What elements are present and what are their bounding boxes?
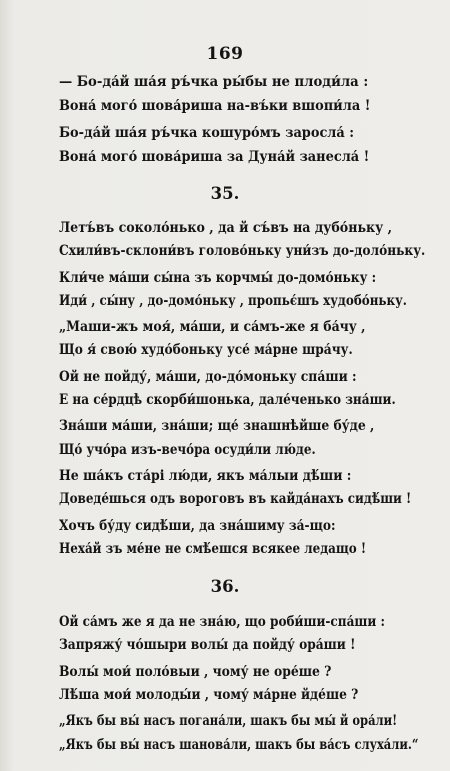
verse-line: Бо-да́й ша́я ръ́чка кошуро́мъ заросла́ : [59, 125, 355, 141]
verse-line: Що я́ свою́ худо́боньку усе́ ма́рне шра́чу. [59, 342, 353, 358]
verse-line: Не ша́къ ста́рі лю́ди, якъ ма́лыи дѣ́ши : [59, 468, 352, 484]
verse-line: Ой не пойду́, ма́ши, до-до́моньку спа́ши : [59, 369, 357, 385]
verse-line: Запряжу́ чо́шыри волы́ да пойду́ ора́ши ! [59, 637, 356, 653]
verse-line: „Якъ бы вы́ насъ погана́ли, шакъ бы мы́ й ора́ли! [59, 713, 398, 729]
verse-line: Вона́ мого́ шова́риша за Дуна́й занесла́ ! [59, 149, 370, 165]
verse-line: Летъ́въ соколо́нько , да й съ́въ на дубо́ньку , [59, 220, 393, 236]
song-number: 35. [210, 184, 240, 203]
verse-line: Вона́ мого́ шова́риша на-въ́ки вшопи́ла ! [59, 98, 371, 114]
verse-line: Кли́че ма́ши сы́на зъ корчмы́ до-домо́ньку : [59, 270, 377, 286]
song-number: 36. [210, 577, 240, 596]
verse-line: Хочъ бу́ду сидѣ́ши, да зна́шиму за́-що: [59, 518, 336, 534]
verse-line: Лѣ́ша мои́ молоды́и , чому́ ма́рне йде́ше ? [59, 687, 359, 703]
verse-line: „Якъ бы вы́ насъ шанова́ли, шакъ бы ва́съ слуха́ли.“ [59, 737, 419, 753]
verse-line: Що́ учо́ра изъ-вечо́ра осуди́ли лю́де. [59, 442, 316, 458]
verse-line: Ой са́мъ же я да не зна́ю, що роби́ши-спа́ши : [59, 614, 385, 630]
verse-line: „Маши-жъ моя́, ма́ши, и са́мъ-же я ба́чу , [59, 319, 366, 335]
verse-line: Доведе́шься одъ вороговъ въ кайда́нахъ сидѣ́ши ! [59, 491, 412, 507]
verse-line: — Бо-да́й ша́я ръ́чка ры́бы не плоди́ла : [59, 74, 369, 90]
verse-line: Зна́ши ма́ши, зна́ши; ще́ знашнѣйше бу́де , [59, 418, 375, 434]
verse-line: Схили́въ-склони́въ голово́ньку уни́зъ до-доло́ньку. [59, 243, 426, 259]
verse-line: Е на се́рдцѣ скорби́шонька, дале́ченько зна́ши. [59, 392, 396, 408]
page-number: 169 [206, 44, 244, 64]
verse-line: Иди́ , сы́ну , до-домо́ньку , пропьє́шъ худобо́ньку. [59, 293, 407, 309]
verse-line: Волы́ мои́ поло́выи , чому́ не оре́ше ? [59, 664, 332, 680]
verse-line: Неха́й зъ ме́не не смѣ́ешся всякее ледащо ! [59, 541, 367, 557]
